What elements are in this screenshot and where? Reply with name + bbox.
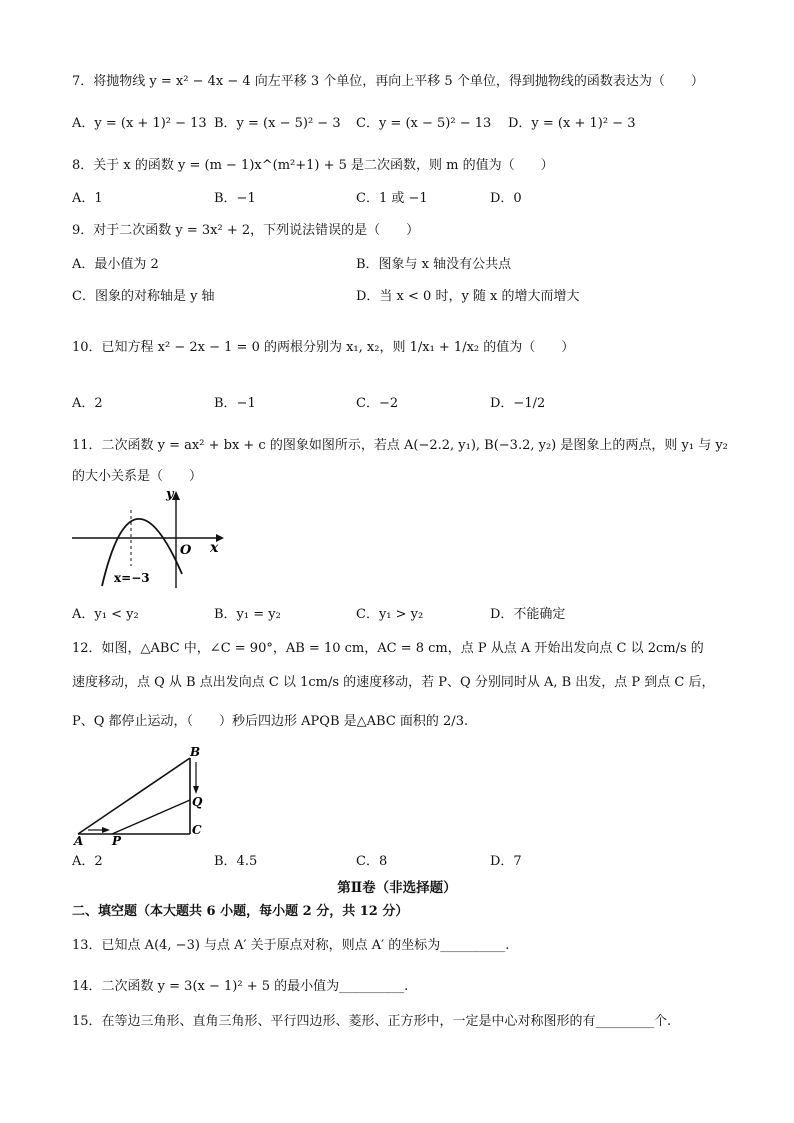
q11-option-b: B．y₁ = y₂ bbox=[214, 607, 281, 622]
q12-label-q: Q bbox=[192, 795, 203, 809]
q10-stem: 10．已知方程 x² − 2x − 1 = 0 的两根分别为 x₁, x₂，则 1/x₁ + 1/x₂ 的值为（ ） bbox=[72, 340, 575, 355]
q11-stem-cont: 的大小关系是（ ） bbox=[72, 469, 203, 484]
q15-stem: 15．在等边三角形、直角三角形、平行四边形、菱形、正方形中，一定是中心对称图形的有_________个. bbox=[72, 1014, 672, 1029]
q12-stem-cont: 速度移动，点 Q 从 B 点出发向点 C 以 1cm/s 的速度移动，若 P、Q 分别同时从 A, B 出发，点 P 到点 C 后， bbox=[72, 675, 715, 690]
q11-option-a: A．y₁ < y₂ bbox=[72, 607, 139, 622]
q7-option-b: B．y = (x − 5)² − 3 bbox=[214, 116, 341, 131]
q12-label-b: B bbox=[190, 745, 201, 759]
q8-stem: 8．关于 x 的函数 y = (m − 1)x^(m²+1) + 5 是二次函数，则 m 的值为（ ） bbox=[72, 158, 554, 173]
q10-option-a: A．2 bbox=[72, 396, 103, 411]
q9-option-a: A．最小值为 2 bbox=[72, 257, 159, 272]
q11-option-c: C．y₁ > y₂ bbox=[356, 607, 424, 622]
q9-stem: 9．对于二次函数 y = 3x² + 2，下列说法错误的是（ ） bbox=[72, 223, 420, 238]
q12-option-a: A．2 bbox=[72, 854, 103, 869]
q13-stem: 13．已知点 A(4, −3) 与点 A′ 关于原点对称，则点 A′ 的坐标为__________. bbox=[72, 938, 510, 953]
q11-option-d: D．不能确定 bbox=[490, 607, 566, 622]
q12-label-a: A bbox=[74, 834, 84, 848]
q11-origin-label: O bbox=[180, 543, 192, 558]
q12-option-d: D．7 bbox=[490, 854, 522, 869]
q12-label-c: C bbox=[192, 823, 202, 837]
q12-option-c: C．8 bbox=[356, 854, 388, 869]
fill-section-header: 二、填空题（本大题共 6 小题，每小题 2 分，共 12 分） bbox=[72, 904, 409, 919]
q10-option-c: C．−2 bbox=[356, 396, 399, 411]
q9-option-b: B．图象与 x 轴没有公共点 bbox=[356, 257, 512, 272]
q12-label-p: P bbox=[112, 834, 122, 848]
q11-stem: 11．二次函数 y = ax² + bx + c 的图象如图所示，若点 A(−2.2, y₁), B(−3.2, y₂) 是图象上的两点，则 y₁ 与 y₂ bbox=[72, 438, 728, 453]
q7-option-c: C．y = (x − 5)² − 13 bbox=[356, 116, 492, 131]
q10-option-d: D．−1/2 bbox=[490, 396, 546, 411]
q8-option-c: C．1 或 −1 bbox=[356, 191, 428, 206]
q10-option-b: B．−1 bbox=[214, 396, 256, 411]
q7-option-a: A．y = (x + 1)² − 13 bbox=[72, 116, 207, 131]
q12-stem-cont2: P、Q 都停止运动，（ ）秒后四边形 APQB 是△ABC 面积的 2/3. bbox=[72, 714, 469, 729]
q11-x-label: x bbox=[210, 540, 219, 556]
section-title: 第Ⅱ卷（非选择题） bbox=[337, 880, 457, 896]
q12-triangle-figure bbox=[70, 744, 220, 848]
q8-option-d: D．0 bbox=[490, 191, 522, 206]
q14-stem: 14．二次函数 y = 3(x − 1)² + 5 的最小值为__________. bbox=[72, 979, 409, 994]
q11-parabola-figure bbox=[70, 488, 230, 590]
q7-stem: 7．将抛物线 y = x² − 4x − 4 向左平移 3 个单位，再向上平移 5 个单位，得到抛物线的函数表达为（ ） bbox=[72, 74, 704, 89]
q9-option-c: C．图象的对称轴是 y 轴 bbox=[72, 289, 215, 304]
q11-axis-label: x=−3 bbox=[114, 571, 150, 585]
q7-option-d: D．y = (x + 1)² − 3 bbox=[508, 116, 636, 131]
q8-option-b: B．−1 bbox=[214, 191, 256, 206]
q8-option-a: A．1 bbox=[72, 191, 103, 206]
q11-y-label: y bbox=[166, 488, 174, 502]
q12-stem: 12．如图，△ABC 中，∠C = 90°，AB = 10 cm，AC = 8 cm，点 P 从点 A 开始出发向点 C 以 2cm/s 的 bbox=[72, 641, 704, 656]
q9-option-d: D．当 x < 0 时，y 随 x 的增大而增大 bbox=[356, 289, 580, 304]
q12-option-b: B．4.5 bbox=[214, 854, 258, 869]
